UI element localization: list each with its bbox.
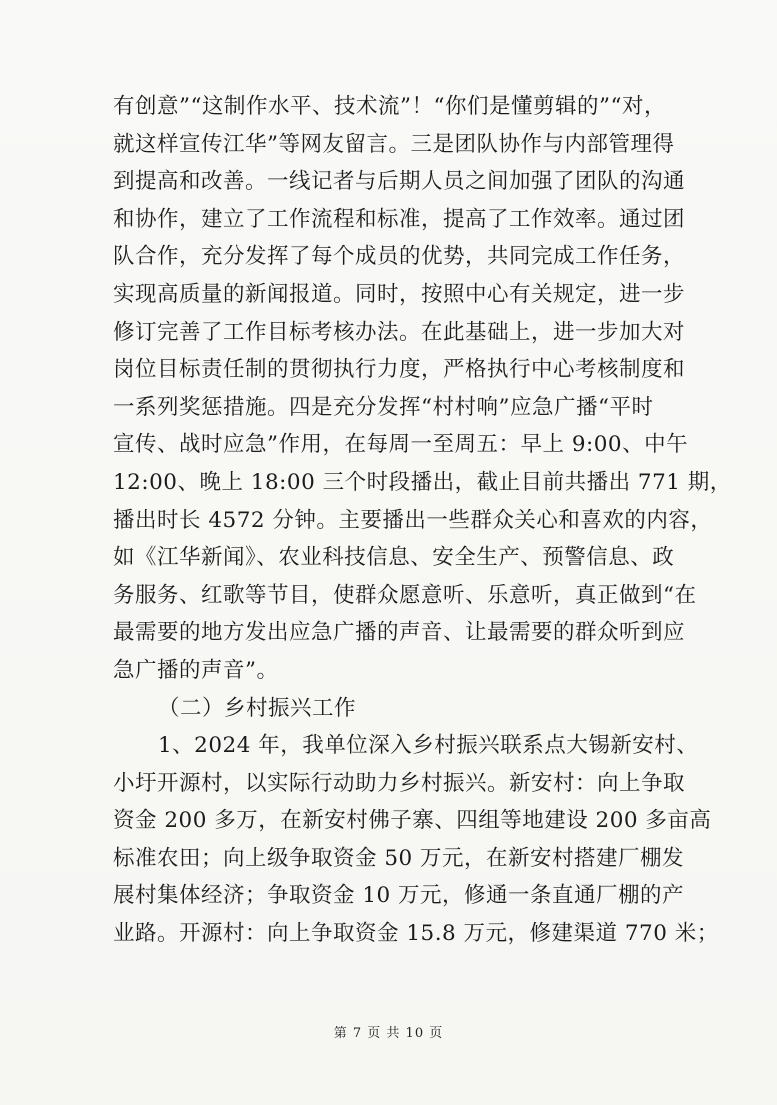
- body-line: 务服务、红歌等节目，使群众愿意听、乐意听，真正做到“在: [113, 582, 697, 608]
- body-line: 业路。开源村：向上争取资金 15.8 万元，修建渠道 770 米；: [113, 921, 719, 947]
- body-line: 1、2024 年，我单位深入乡村振兴联系点大锡新安村、: [158, 733, 699, 759]
- body-line: 资金 200 多万，在新安村佛子寨、四组等地建设 200 多亩高: [113, 808, 712, 834]
- body-line: 修订完善了工作目标考核办法。在此基础上，进一步加大对: [113, 319, 686, 345]
- body-line: 一系列奖惩措施。四是充分发挥“村村响”应急广播“平时: [113, 394, 654, 420]
- body-line: 就这样宣传江华”等网友留言。三是团队协作与内部管理得: [113, 131, 675, 157]
- body-line: 最需要的地方发出应急广播的声音、让最需要的群众听到应: [113, 620, 686, 646]
- body-line: 有创意”“这制作水平、技术流”！“你们是懂剪辑的”“对，: [113, 94, 666, 119]
- body-line: 岗位目标责任制的贯彻执行力度，严格执行中心考核制度和: [113, 357, 686, 383]
- body-line: 和协作，建立了工作流程和标准，提高了工作效率。通过团: [113, 206, 686, 232]
- body-line: 展村集体经济；争取资金 10 万元，修通一条直通厂棚的产: [113, 883, 685, 909]
- body-line: 小圩开源村，以实际行动助力乡村振兴。新安村：向上争取: [113, 770, 686, 796]
- page-number: 第 7 页 共 10 页: [333, 1026, 444, 1041]
- body-line: 如《江华新闻》、农业科技信息、安全生产、预警信息、政: [113, 545, 675, 571]
- body-line: 队合作，充分发挥了每个成员的优势，共同完成工作任务，: [113, 244, 686, 270]
- body-line: 播出时长 4572 分钟。主要播出一些群众关心和喜欢的内容，: [113, 507, 713, 533]
- body-line: 到提高和改善。一线记者与后期人员之间加强了团队的沟通: [113, 169, 686, 195]
- body-line: 实现高质量的新闻报道。同时，按照中心有关规定，进一步: [113, 281, 686, 307]
- body-line: 12:00、晚上 18:00 三个时段播出，截止目前共播出 771 期，: [113, 469, 732, 495]
- document-body: [113, 88, 732, 953]
- section-heading: （二）乡村振兴工作: [158, 695, 357, 721]
- body-line: 宣传、战时应急”作用，在每周一至周五：早上 9:00、中午: [113, 432, 689, 458]
- body-line: 标准农田；向上级争取资金 50 万元，在新安村搭建厂棚发: [113, 845, 685, 871]
- body-line: 急广播的声音”。: [113, 657, 279, 683]
